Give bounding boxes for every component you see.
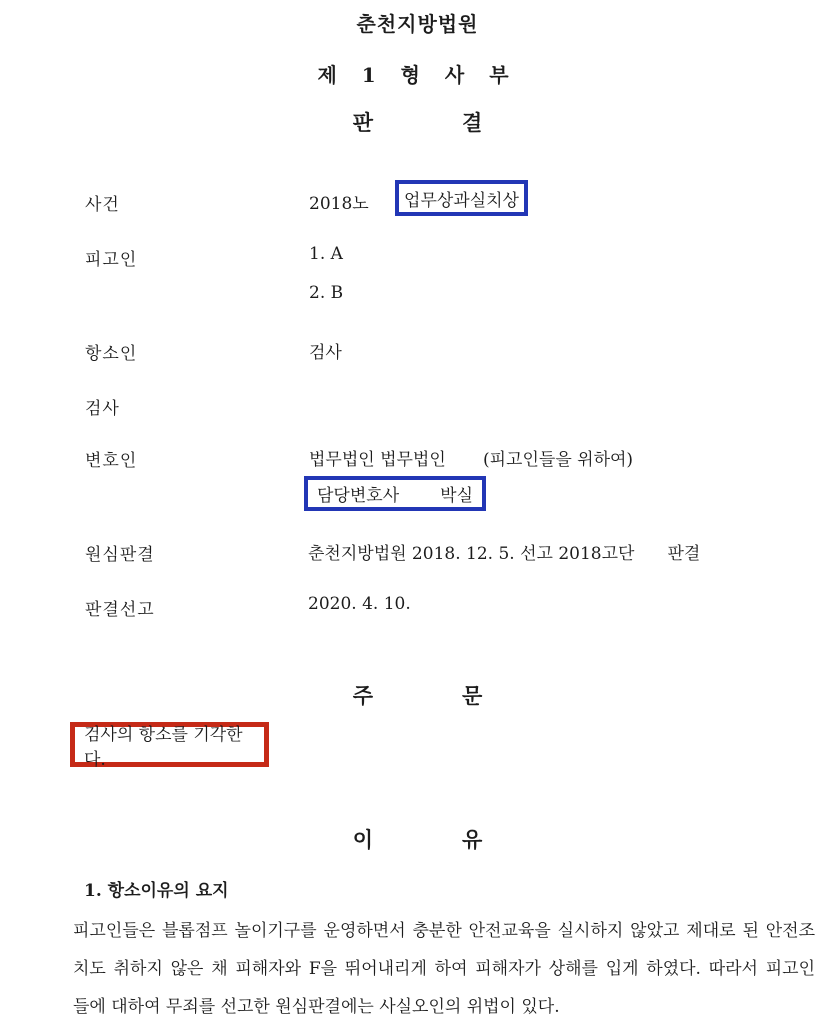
case-label: 사건 [85, 195, 120, 215]
lower-court-suffix: 판결 [667, 544, 701, 564]
document-title [0, 107, 835, 137]
disposition-heading [0, 680, 835, 710]
appellant-value: 검사 [309, 343, 342, 363]
prosecutor-label: 검사 [85, 399, 120, 419]
reasons-heading [0, 824, 835, 854]
disposition-text: 검사의 항소를 기각한다. [84, 724, 243, 770]
counsel-for: (피고인들을 위하여) [483, 450, 634, 470]
lower-court-value: 춘천지방법원 2018. 12. 5. 선고 2018고단 [308, 544, 635, 564]
paragraph-line: 들에 대하여 무죄를 선고한 원심판결에는 사실오인의 위법이 있다. [73, 997, 560, 1017]
paragraph-line: 피고인들은 블롭점프 놀이기구를 운영하면서 충분한 안전교육을 실시하지 않았고 제대로 된 안전조 [73, 921, 815, 941]
disposition-highlight-box [70, 722, 269, 770]
case-name-highlight-box [395, 180, 528, 216]
reasons-heading-char-1: 이 [352, 827, 373, 852]
reasons-heading-char-2: 유 [462, 827, 483, 852]
defendant-1: 1. A [309, 244, 343, 264]
defendant-2: 2. B [309, 283, 344, 303]
sentencing-date: 2020. 4. 10. [308, 594, 411, 614]
lower-court-label: 원심판결 [85, 545, 155, 565]
disposition-heading-char-1: 주 [352, 683, 373, 708]
lower-court-row [308, 539, 700, 564]
attorney-name: 박실 [440, 486, 473, 506]
court-division: 제 1 형 사 부 [317, 63, 518, 87]
counsel-firm: 법무법인 법무법인 [309, 450, 446, 470]
attorney-highlight-box [304, 476, 486, 511]
document-title-char-2: 결 [462, 110, 483, 135]
attorney-label: 담당변호사 [317, 486, 400, 506]
defendant-label: 피고인 [85, 250, 138, 270]
case-number: 2018노 [309, 194, 369, 214]
court-name: 춘천지방법원 [356, 12, 479, 36]
sentencing-label: 판결선고 [85, 600, 155, 620]
appellant-label: 항소인 [85, 344, 138, 364]
reasons-section1-title: 1. 항소이유의 요지 [84, 881, 229, 901]
document-title-char-1: 판 [352, 110, 373, 135]
reasons-paragraph [73, 912, 815, 1026]
paragraph-line: 치도 취하지 않은 채 피해자와 F을 뛰어내리게 하여 피해자가 상해를 입게 하였다. 따라서 피고인 [73, 959, 815, 979]
counsel-label: 변호인 [85, 451, 138, 471]
disposition-heading-char-2: 문 [462, 683, 483, 708]
case-name: 업무상과실치상 [404, 190, 519, 211]
